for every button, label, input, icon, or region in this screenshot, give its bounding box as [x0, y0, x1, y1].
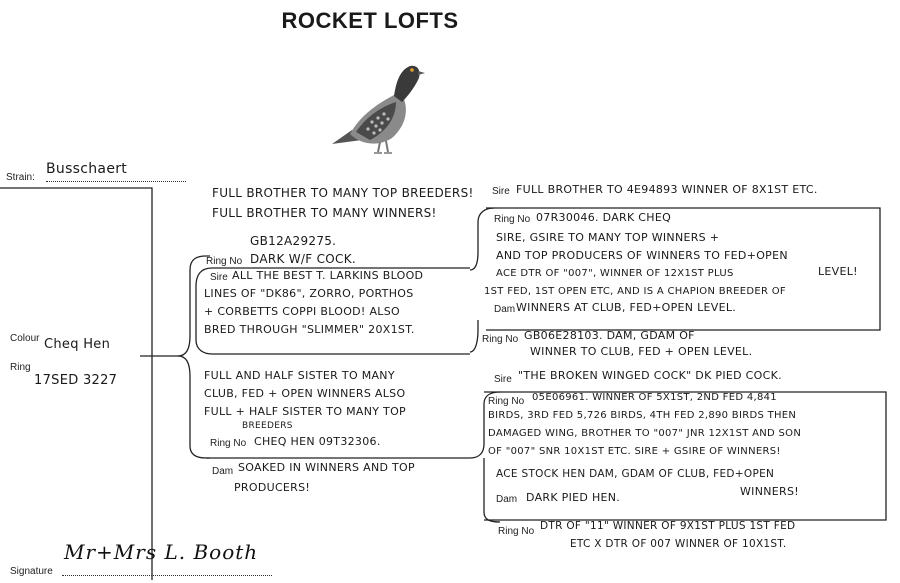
sire-sire-text: FULL BROTHER TO 4E94893 WINNER OF 8X1ST ETC. [516, 183, 818, 196]
signature-dotted-line [62, 575, 272, 576]
dam-dam-desc-line1: ETC X DTR OF 007 WINNER OF 10X1ST. [570, 538, 787, 550]
dam-note-line3: FULL + HALF SISTER TO MANY TOP [204, 405, 406, 418]
ring-value: 17SED 3227 [34, 373, 118, 388]
sire-note-line1: FULL BROTHER TO MANY TOP BREEDERS! [212, 186, 474, 200]
sire-sire-desc-line2: AND TOP PRODUCERS OF WINNERS TO FED+OPEN [496, 249, 788, 262]
dam-sire-label: Sire [494, 374, 512, 385]
dam-dam-ring: DTR OF "11" WINNER OF 9X1ST PLUS 1ST FED [540, 520, 796, 532]
sire-sire-desc-line1: SIRE, GSIRE TO MANY TOP WINNERS + [496, 231, 720, 244]
dam-sire-ring: 05E06961. WINNER OF 5X1ST, 2ND FED 4,841 [532, 392, 777, 403]
sire-note-line2: FULL BROTHER TO MANY WINNERS! [212, 206, 437, 220]
dam-label: Dam [212, 466, 234, 477]
dam-sire-dam-line: DARK PIED HEN. [526, 491, 621, 504]
sire-dam-desc-line1: WINNER TO CLUB, FED + OPEN LEVEL. [530, 345, 753, 358]
sire-sire-dam-line: WINNERS AT CLUB, FED+OPEN LEVEL. [516, 301, 737, 314]
sire-sire-ring-label: Ring No [494, 214, 531, 225]
dam-sire-ring-label: Ring No [488, 396, 525, 407]
sire-ring: GB12A29275. [250, 234, 337, 248]
sire-sire-dam-label: Dam [494, 304, 516, 315]
sire-dam-ring-label: Ring No [482, 334, 519, 345]
sire-dam-ring: GB06E28103. DAM, GDAM OF [524, 329, 695, 342]
dam-desc-line1: SOAKED IN WINNERS AND TOP [238, 461, 415, 474]
dam-note-line1: FULL AND HALF SISTER TO MANY [204, 369, 395, 382]
strain-dotted-line [46, 181, 186, 182]
strain-value: Busschaert [46, 161, 128, 177]
page-title: ROCKET LOFTS [281, 8, 459, 33]
sire-ring-label: Ring No [206, 256, 243, 267]
sire-desc-line4: BRED THROUGH "SLIMMER" 20X1ST. [204, 323, 415, 336]
dam-sire-desc-line1: BIRDS, 3RD FED 5,726 BIRDS, 4TH FED 2,890 BIRDS THEN [488, 410, 797, 421]
dam-sire-desc-line4: ACE STOCK HEN DAM, GDAM OF CLUB, FED+OPEN [496, 468, 775, 480]
sire-desc-line3: + CORBETTS COPPI BLOOD! ALSO [204, 305, 400, 318]
sire-colour: DARK W/F COCK. [250, 252, 356, 266]
colour-label: Colour [10, 333, 40, 344]
dam-note-line4: BREEDERS [242, 421, 293, 431]
sire-desc-line2: LINES OF "DK86", ZORRO, PORTHOS [204, 287, 414, 300]
sire-sire-ring: 07R30046. DARK CHEQ [536, 211, 672, 224]
dam-sire-desc-line2: DAMAGED WING, BROTHER TO "007" JNR 12X1ST AND SON [488, 428, 802, 439]
ring-label: Ring [10, 362, 31, 373]
sire-desc-line1: ALL THE BEST T. LARKINS BLOOD [232, 269, 424, 282]
dam-sire-text: "THE BROKEN WINGED COCK" DK PIED COCK. [518, 369, 782, 382]
sire-sire-desc-line4: ACE DTR OF "007", WINNER OF 12X1ST PLUS [496, 268, 734, 279]
sire-sire-desc-line3: LEVEL! [818, 265, 858, 278]
dam-sire-desc-line3: OF "007" SNR 10X1ST ETC. SIRE + GSIRE OF WINNERS! [488, 446, 781, 457]
colour-value: Cheq Hen [44, 337, 111, 352]
dam-note-line2: CLUB, FED + OPEN WINNERS ALSO [204, 387, 406, 400]
sire-sire-desc-line5: 1ST FED, 1ST OPEN ETC, AND IS A CHAPION BREEDER OF [484, 286, 786, 297]
signature-label: Signature [10, 566, 53, 577]
dam-ring: CHEQ HEN 09T32306. [254, 435, 381, 448]
strain-label: Strain: [6, 172, 35, 183]
sire-sire-label: Sire [492, 186, 510, 197]
sire-label: Sire [210, 272, 228, 283]
signature-handwriting: Mr+Mrs L. Booth [64, 540, 259, 564]
dam-ring-label: Ring No [210, 438, 247, 449]
dam-sire-dam-label: Dam [496, 494, 518, 505]
dam-dam-ring-label: Ring No [498, 526, 535, 537]
dam-desc-line2: PRODUCERS! [234, 481, 311, 494]
dam-sire-desc-line5: WINNERS! [740, 485, 799, 498]
